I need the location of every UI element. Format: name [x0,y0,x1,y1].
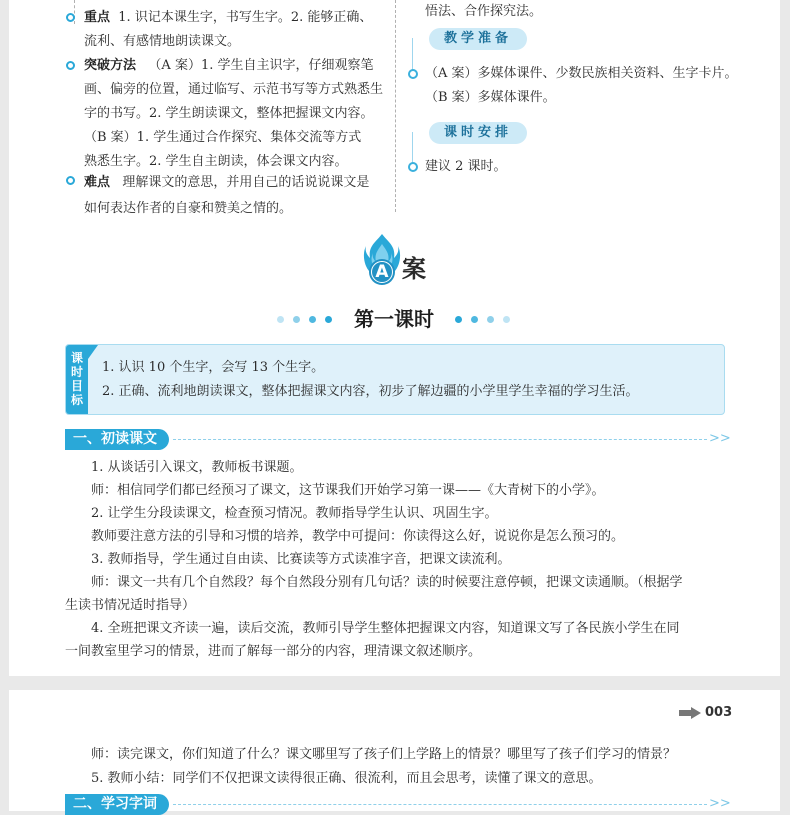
body-line: 师：相信同学们都已经预习了课文，这节课我们开始学习第一课——《大青树下的小学》。 [91,483,605,498]
arrow-right-icon [679,707,701,719]
tupo-line: 画、偏旁的位置，通过临写、示范书写等方式熟悉生 [84,82,384,97]
schedule-bullet-icon [408,162,418,172]
zhongdian-line: 流利、有感情地朗读课文。 [84,34,241,49]
decor-dot [455,316,462,323]
tupo-line: 字的书写。2. 学生朗读课文，整体把握课文内容。 [84,106,374,121]
body-line: 一间教室里学习的情景，进而了解每一部分的内容，理清课文叙述顺序。 [65,644,482,659]
prep-block [425,62,775,110]
page-two [9,690,780,811]
prep-line: （B 案）多媒体课件。 [425,90,556,105]
center-divider [395,0,396,212]
double-chevron-icon: >> [709,431,731,446]
page-two-body [65,743,737,791]
section-one-body [65,456,729,663]
prep-line: （A 案）多媒体课件、少数民族相关资料、生字卡片。 [425,66,738,81]
double-chevron-icon: >> [709,796,731,811]
nandian-label: 难点 [84,175,111,190]
schedule-line: 建议 2 课时。 [425,159,507,174]
zhongdian-block [84,6,394,54]
body-line: 4. 全班把课文齐读一遍，读后交流，教师引导学生整体把握课文内容，知道课文写了各民族小学生在同 [91,621,680,636]
decor-dot [503,316,510,323]
case-label: 案 [402,254,426,283]
bullet-icon [66,176,75,185]
tupo-label: 突破方法 [84,58,137,73]
goals-notch [88,345,98,359]
prep-title: 教学准备 [429,28,527,50]
body-line: 教师要注意方法的引导和习惯的培养，教学中可提问：你读得这么好，说说你是怎么预习的。 [91,529,625,544]
goals-box [65,344,725,415]
section-two-rule [173,804,707,805]
body-line: 3. 教师指导，学生通过自由读、比赛读等方式读准字音，把课文读流利。 [91,552,511,567]
goals-label-text: 课时目标 [71,351,84,407]
right-top-line: 悟法、合作探究法。 [425,4,543,19]
body-line: 师：读完课文，你们知道了什么？课文哪里写了孩子们上学路上的情景？哪里写了孩子们学习的情景？ [91,747,677,762]
tupo-line: （B 案）1. 学生通过合作探究、集体交流等方式 [84,130,362,145]
body-line: 5. 教师小结：同学们不仅把课文读得很正确、很流利，而且会思考，读懂了课文的意思。 [91,771,602,786]
body-line: 生读书情况适时指导） [65,598,196,613]
decor-dot [487,316,494,323]
nandian-line: 如何表达作者的自豪和赞美之情的。 [84,201,293,216]
goal-item: 1. 认识 10 个生字，会写 13 个生字。 [102,360,325,375]
decor-dot [309,316,316,323]
body-line: 1. 从谈话引入课文，教师板书课题。 [91,460,303,475]
section-one-rule [173,439,707,440]
schedule-title: 课时安排 [429,122,527,144]
decor-dot [325,316,332,323]
zhongdian-line: 1. 识记本课生字，书写生字。2. 能够正确、 [118,10,373,25]
goals-label [66,345,88,414]
bullet-icon [66,13,75,22]
lesson-title: 第一课时 [354,307,434,331]
goals-list [102,356,722,404]
goal-item: 2. 正确、流利地朗读课文，整体把握课文内容，初步了解边疆的小学里学生幸福的学习生活。 [102,384,639,399]
tupo-line: 熟悉生字。2. 学生自主朗读，体会课文内容。 [84,154,348,169]
decor-dot [471,316,478,323]
zhongdian-label: 重点 [84,10,111,25]
body-line: 师：课文一共有几个自然段？每个自然段分别有几句话？读的时候要注意停顿，把课文读通顺。（根据学 [91,575,683,590]
section-one-title: 一、初读课文 [65,429,169,450]
bullet-icon [66,61,75,70]
case-letter: A [375,262,389,282]
body-line: 2. 让学生分段读课文，检查预习情况。教师指导学生认识、巩固生字。 [91,506,498,521]
prep-connector [412,38,413,72]
left-column-rule [74,0,75,24]
tupo-line: （A 案）1. 学生自主识字，仔细观察笔 [148,58,374,73]
decor-dot [293,316,300,323]
nandian-block [84,170,394,222]
section-two-title: 二、学习字词 [65,794,169,815]
page-one [9,0,780,676]
case-heading [362,232,442,290]
schedule-connector [412,132,413,164]
decor-dot [277,316,284,323]
prep-bullet-icon [408,69,418,79]
nandian-line: 理解课文的意思，并用自己的话说说课文是 [122,175,370,190]
page-number: 003 [705,705,733,720]
tupo-block [84,54,394,174]
